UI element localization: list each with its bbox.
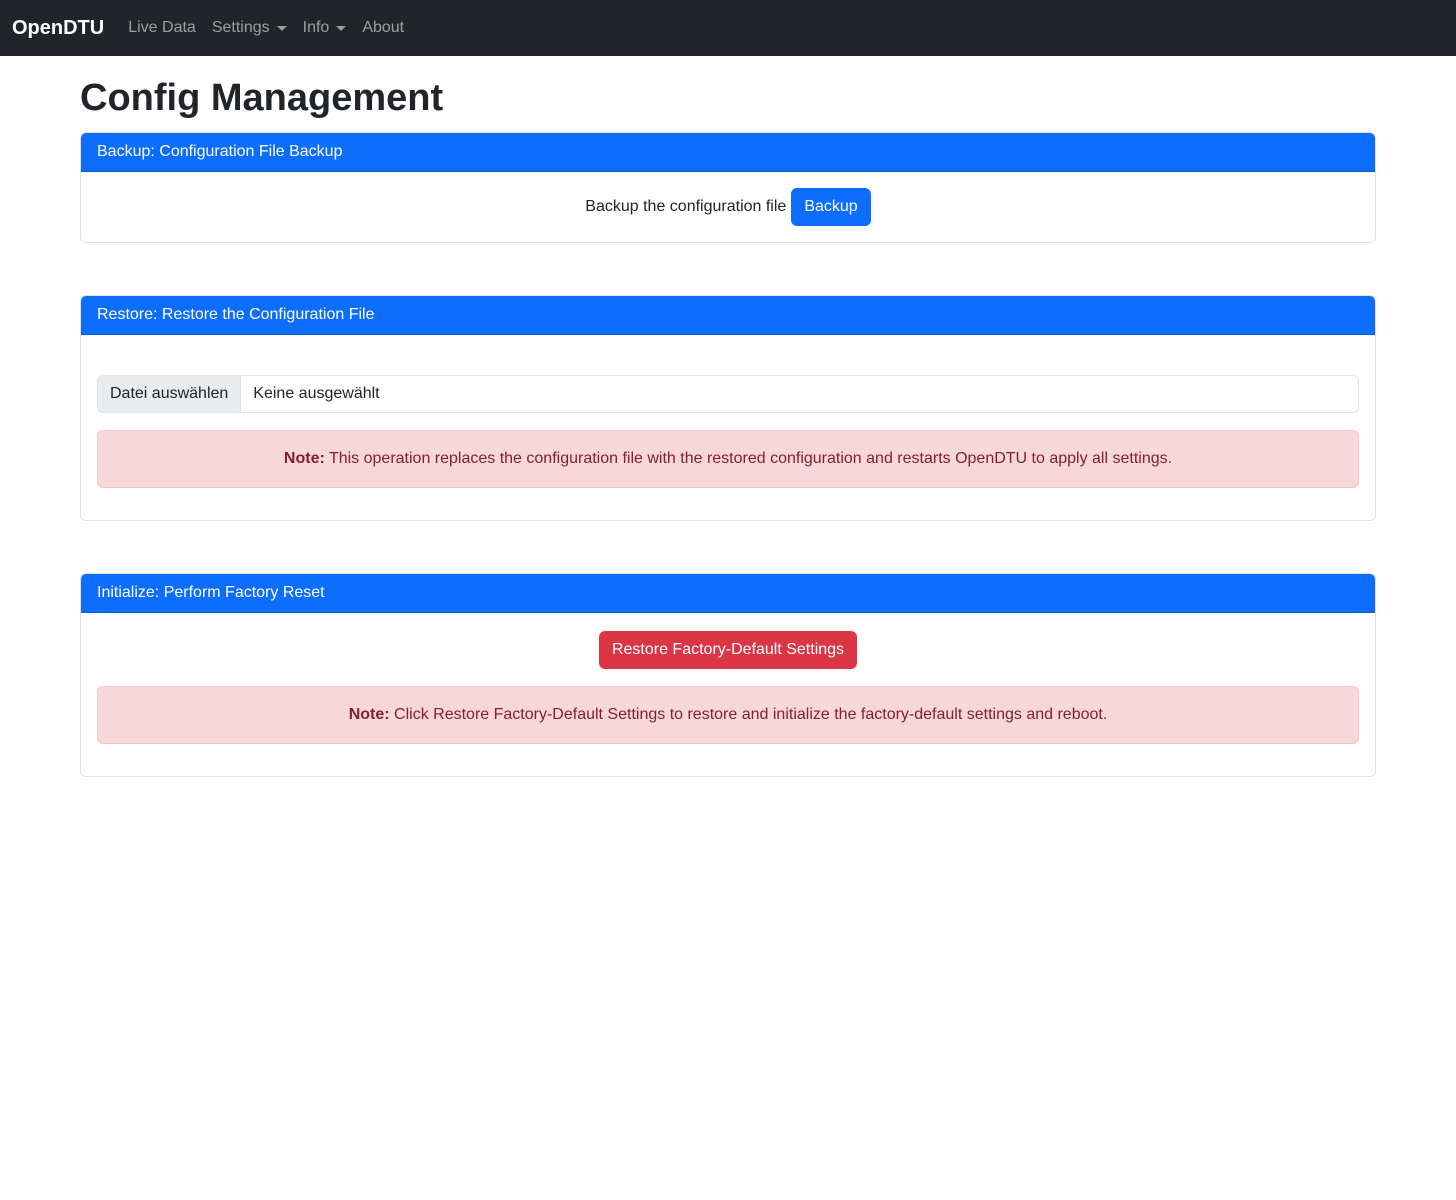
nav-item-info-label: Info (302, 19, 330, 36)
top-navbar (0, 0, 1456, 56)
initialize-card-body (81, 613, 1375, 776)
initialize-note-alert (97, 686, 1359, 744)
nav-item-settings[interactable] (204, 11, 295, 45)
backup-button[interactable]: Backup (791, 188, 870, 226)
restore-note-alert (97, 430, 1359, 488)
initialize-note-label: Note: (348, 706, 390, 723)
backup-card (80, 132, 1376, 243)
backup-card-header: Backup: Configuration File Backup (81, 133, 1375, 172)
restore-file-input[interactable] (97, 375, 1359, 413)
restore-card-body (81, 335, 1375, 520)
nav-item-settings-label: Settings (211, 19, 270, 36)
chevron-down-icon (336, 26, 346, 31)
restore-note-text: This operation replaces the configuration file with the restored configuration and restarts OpenDTU to apply all settings. (324, 450, 1173, 467)
factory-reset-button[interactable]: Restore Factory-Default Settings (599, 631, 857, 669)
nav-item-about[interactable] (354, 11, 412, 45)
main-container (68, 77, 1388, 777)
brand-opendtu[interactable]: OpenDTU (12, 16, 105, 39)
backup-description: Backup the configuration file (585, 198, 787, 215)
file-choose-button[interactable]: Datei auswählen (98, 376, 241, 412)
nav-item-info[interactable] (295, 11, 355, 45)
initialize-note-text: Click Restore Factory-Default Settings to restore and initialize the factory-default settings and reboot. (389, 706, 1108, 723)
nav-item-about-label: About (362, 19, 405, 36)
restore-note-label: Note: (283, 450, 325, 467)
initialize-card-header: Initialize: Perform Factory Reset (81, 574, 1375, 613)
restore-card (80, 295, 1376, 521)
backup-card-body (81, 172, 1375, 242)
chevron-down-icon (277, 26, 287, 31)
file-status-text: Keine ausgewählt (253, 385, 380, 402)
nav-item-live-data[interactable] (120, 11, 204, 45)
page-title: Config Management (80, 77, 444, 119)
nav-item-live-data-label: Live Data (128, 19, 196, 36)
navbar-menu (120, 11, 412, 45)
initialize-card (80, 573, 1376, 777)
restore-card-header: Restore: Restore the Configuration File (81, 296, 1375, 335)
